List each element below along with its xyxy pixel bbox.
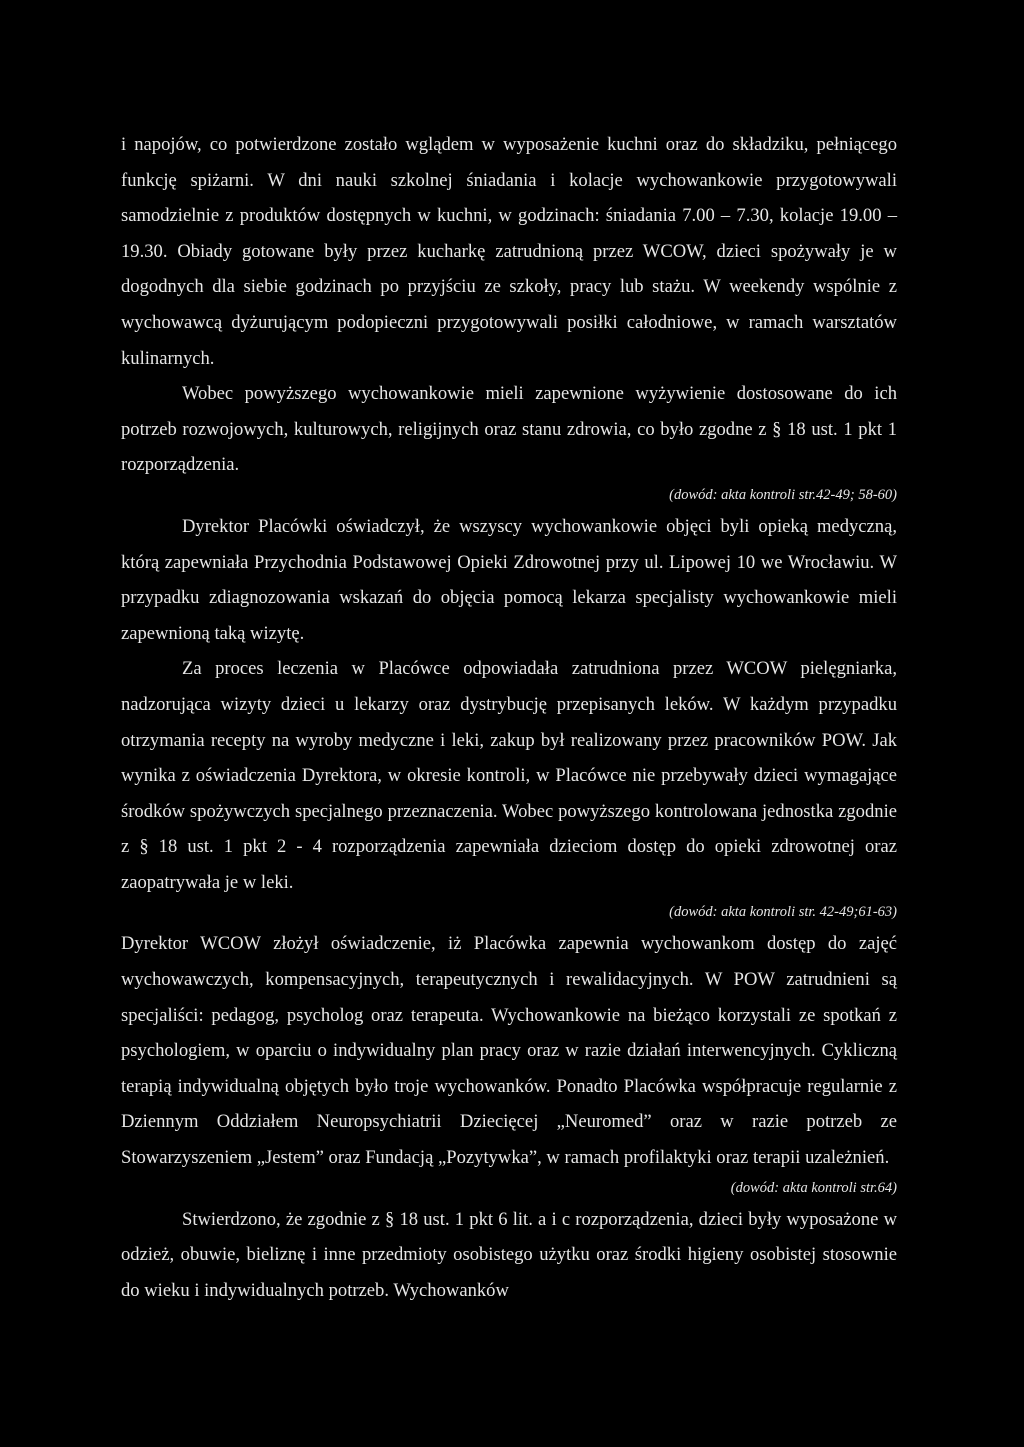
evidence-reference: (dowód: akta kontroli str.42-49; 58-60) <box>669 486 897 503</box>
paragraph-treatment: Za proces leczenia w Placówce odpowiadała zatrudniona przez WCOW pielęgniarka, nadzorująca wizyty dzieci u lekarzy oraz dystrybucję przepisanych leków. W każdym przypadku otrzymania recepty na wyroby medyczne i leki, zakup był realizowany przez pracowników POW. Jak wynika z oświadczenia Dyrektora, w okresie kontroli, w Placówce nie przebywały dzieci wymagające środków spożywczych specjalnego przeznaczenia. Wobec powyższego kontrolowana jednostka zgodnie z § 18 ust. 1 pkt 2 - 4 rozporządzenia zapewniała dzieciom dostęp do opieki zdrowotnej oraz zaopatrywała je w leki. <box>121 658 897 893</box>
paragraph-meals: i napojów, co potwierdzone zostało wglądem w wyposażenie kuchni oraz do składziku, pełniącego funkcję spiżarni. W dni nauki szkolnej śniadania i kolacje wychowankowie przygotowywali samodzielnie z produktów dostępnych w kuchni, w godzinach: śniadania 7.00 – 7.30, kolacje 19.00 – 19.30. Obiady gotowane były przez kucharkę zatrudnioną przez WCOW, dzieci spożywały je w dogodnych dla siebie godzinach po przyjściu ze szkoły, pracy lub stażu. W weekendy wspólnie z wychowawcą dyżurującym podopieczni przygotowywali posiłki całodniowe, w ramach warsztatów kulinarnych. <box>121 134 897 369</box>
paragraph-medical-care: Dyrektor Placówki oświadczył, że wszyscy wychowankowie objęci byli opieką medyczną, którą zapewniała Przychodnia Podstawowej Opieki Zdrowotnej przy ul. Lipowej 10 we Wrocławiu. W przypadku zdiagnozowania wskazań do objęcia pomocą lekarza specjalisty wychowankowie mieli zapewnioną taką wizytę. <box>121 515 897 644</box>
paragraph-therapy: Dyrektor WCOW złożył oświadczenie, iż Placówka zapewnia wychowankom dostęp do zajęć wychowawczych, kompensacyjnych, terapeutycznych i rewalidacyjnych. W POW zatrudnieni są specjaliści: pedagog, psycholog oraz terapeuta. Wychowankowie na bieżąco korzystali ze spotkań z psychologiem, w oparciu o indywidualny plan pracy oraz w razie działań interwencyjnych. Cykliczną terapią indywidualną objętych było troje wychowanków. Ponadto Placówka współpracuje regularnie z Dziennym Oddziałem Neuropsychiatrii Dziecięcej „Neuromed” oraz w razie potrzeb ze Stowarzyszeniem „Jestem” oraz Fundacją „Pozytywka”, w ramach profilaktyki oraz terapii uzależnień. <box>121 933 897 1169</box>
paragraph-clothing: Stwierdzono, że zgodnie z § 18 ust. 1 pkt 6 lit. a i c rozporządzenia, dzieci były wyposażone w odzież, obuwie, bieliznę i inne przedmioty osobistego użytku oraz środki higieny osobistej stosownie do wieku i indywidualnych potrzeb. Wychowanków <box>121 1208 897 1301</box>
evidence-reference: (dowód: akta kontroli str. 42-49;61-63) <box>669 904 897 921</box>
document-page <box>121 127 897 1308</box>
evidence-reference: (dowód: akta kontroli str.64) <box>730 1179 897 1196</box>
paragraph-nutrition-conclusion: Wobec powyższego wychowankowie mieli zapewnione wyżywienie dostosowane do ich potrzeb rozwojowych, kulturowych, religijnych oraz stanu zdrowia, co było zgodne z § 18 ust. 1 pkt 1 rozporządzenia. <box>121 383 897 476</box>
